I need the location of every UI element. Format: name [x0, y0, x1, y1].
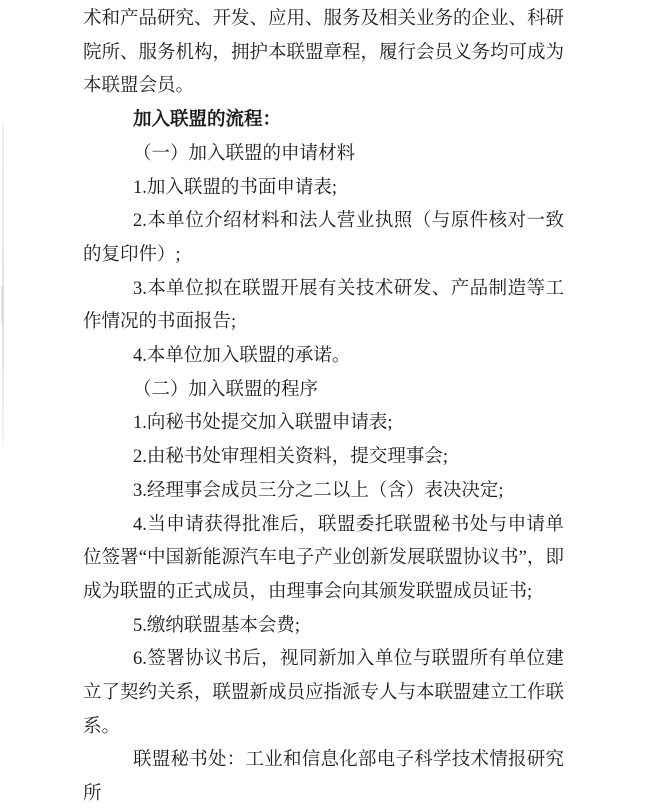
item-sign-agreement-certificate: 4.当申请获得批准后，联盟委托联盟秘书处与申请单位签署“中国新能源汽车电子产业创新发展联盟协议书”，即成为联盟的正式成员，由理事会向其颁发联盟成员证书;: [83, 514, 564, 602]
item-council-vote: 3.经理事会成员三分之二以上（含）表决决定;: [133, 480, 504, 501]
paragraph-membership-eligibility: 术和产品研究、开发、应用、服务及相关业务的企业、科研院所、服务机构，拥护本联盟章程，履行会员义务均可成为本联盟会员。: [83, 9, 565, 97]
item-submit-application: 1.向秘书处提交加入联盟申请表;: [133, 413, 393, 434]
scan-speck-artifact: [1, 286, 4, 322]
item-secretariat-review: 2.由秘书处审理相关资料，提交理事会;: [133, 447, 449, 468]
item-pay-membership-fee: 5.缴纳联盟基本会费;: [133, 615, 301, 636]
subheading-application-materials: （一）加入联盟的申请材料: [133, 143, 356, 164]
item-commitment: 4.本单位加入联盟的承诺。: [133, 346, 351, 367]
item-contract-relationship: 6.签署协议书后，视同新加入单位与联盟所有单位建立了契约关系，联盟新成员应指派专人与本联盟建立工作联系。: [83, 649, 565, 737]
subheading-joining-procedure: （二）加入联盟的程序: [133, 379, 319, 400]
item-work-report: 3.本单位拟在联盟开展有关技术研发、产品制造等工作情况的书面报告;: [83, 278, 564, 333]
item-application-form: 1.加入联盟的书面申请表;: [133, 177, 338, 198]
item-intro-materials-license: 2.本单位介绍材料和法人营业执照（与原件核对一致的复印件）;: [83, 211, 564, 265]
page-text-block: [83, 0, 564, 812]
heading-join-process: 加入联盟的流程：: [133, 110, 282, 131]
paragraph-secretariat-info: 联盟秘书处：工业和信息化部电子科学技术情报研究所: [83, 750, 564, 805]
